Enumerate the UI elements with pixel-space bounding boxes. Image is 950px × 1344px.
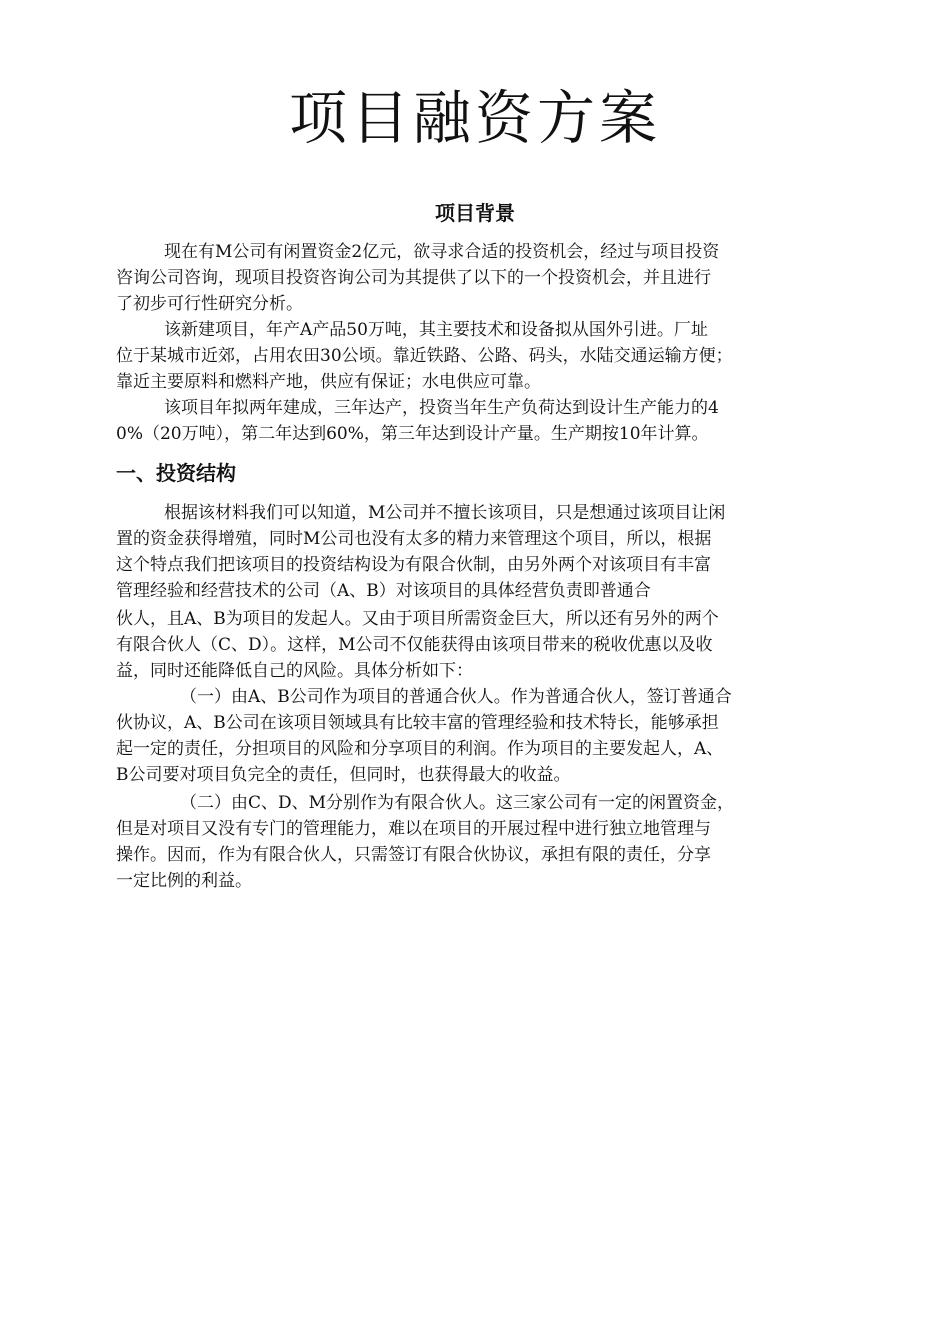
background-line: 该项目年拟两年建成，三年达产，投资当年生产负荷达到设计生产能力的4 xyxy=(164,398,719,418)
section-line: B公司要对项目负完全的责任，但同时，也获得最大的收益。 xyxy=(116,765,571,785)
section-line: 一定比例的利益。 xyxy=(116,871,252,891)
section-line: 操作。因而，作为有限合伙人，只需签订有限合伙协议，承担有限的责任，分享 xyxy=(116,845,711,865)
section-heading: 一、投资结构 xyxy=(116,461,236,485)
document-title: 项目融资方案 xyxy=(288,84,661,152)
section-line: （二）由C、D、M分别作为有限合伙人。这三家公司有一定的闲置资金， xyxy=(180,793,735,813)
background-line: 该新建项目，年产A产品50万吨，其主要技术和设备拟从国外引进。厂址 xyxy=(164,320,708,340)
section-line: 置的资金获得增殖，同时M公司也没有太多的精力来管理这个项目，所以，根据 xyxy=(116,529,712,549)
section-line: 有限合伙人（C、D）。这样，M公司不仅能获得由该项目带来的税收优惠以及收 xyxy=(116,635,713,655)
section-line: （一）由A、B公司作为项目的普通合伙人。作为普通合伙人，签订普通合 xyxy=(180,687,732,707)
background-line: 现在有M公司有闲置资金2亿元，欲寻求合适的投资机会，经过与项目投资 xyxy=(164,242,720,262)
background-line: 位于某城市近郊，占用农田30公顷。靠近铁路、公路、码头，水陆交通运输方便； xyxy=(116,346,733,366)
background-line: 0%（20万吨），第二年达到60%，第三年达到设计产量。生产期按10年计算。 xyxy=(116,424,709,444)
section-line: 但是对项目又没有专门的管理能力，难以在项目的开展过程中进行独立地管理与 xyxy=(116,819,711,839)
section-line: 管理经验和经营技术的公司（A、B）对该项目的具体经营负责即普通合 xyxy=(116,581,651,601)
section-line: 起一定的责任，分担项目的风险和分享项目的利润。作为项目的主要发起人，A、 xyxy=(116,739,724,759)
section-line: 益，同时还能降低自己的风险。具体分析如下： xyxy=(116,661,473,681)
background-line: 咨询公司咨询，现项目投资咨询公司为其提供了以下的一个投资机会，并且进行 xyxy=(116,268,711,288)
section-line: 伙协议，A、B公司在该项目领域具有比较丰富的管理经验和技术特长，能够承担 xyxy=(116,713,719,733)
background-line: 靠近主要原料和燃料产地，供应有保证；水电供应可靠。 xyxy=(116,372,541,392)
section-line: 伙人，且A、B为项目的发起人。又由于项目所需资金巨大，所以还有另外的两个 xyxy=(116,609,719,629)
background-heading: 项目背景 xyxy=(435,201,515,225)
background-line: 了初步可行性研究分析。 xyxy=(116,294,303,314)
section-line: 根据该材料我们可以知道，M公司并不擅长该项目，只是想通过该项目让闲 xyxy=(164,503,726,523)
section-line: 这个特点我们把该项目的投资结构设为有限合伙制，由另外两个对该项目有丰富 xyxy=(116,555,711,575)
